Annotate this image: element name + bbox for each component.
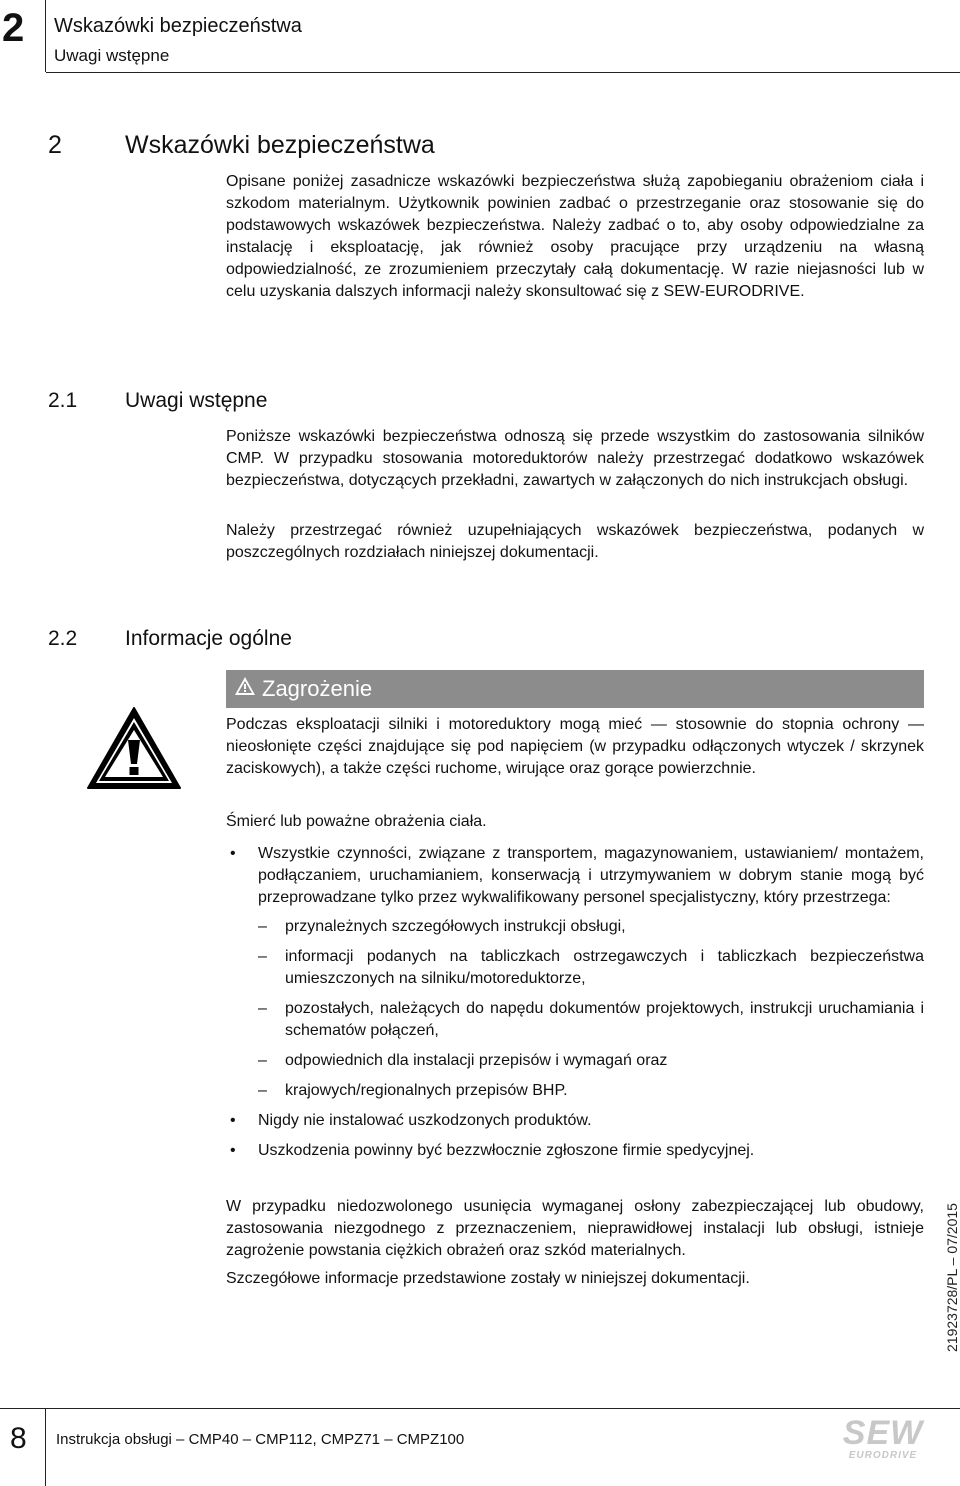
dash-list	[258, 916, 924, 1102]
list-item: – informacji podanych na tabliczkach ostrzegawczych i tabliczkach bezpieczeństwa umieszczonych na silniku/motoreduktorze,	[258, 946, 924, 990]
footer-divider	[0, 1408, 960, 1409]
logo-text: SEW	[842, 1414, 924, 1452]
subsection-number: 2.2	[48, 627, 78, 650]
subsection-title: Uwagi wstępne	[125, 389, 268, 412]
chapter-number: 2	[0, 0, 46, 72]
document-id: 21923728/PL – 07/2015	[944, 1203, 960, 1352]
list-item: • Nigdy nie instalować uszkodzonych produktów.	[226, 1110, 924, 1132]
list-item: – odpowiednich dla instalacji przepisów i wymagań oraz	[258, 1050, 924, 1072]
warning-banner	[226, 670, 924, 708]
subsection-title: Informacje ogólne	[125, 627, 292, 650]
list-item	[226, 843, 924, 1102]
section-title: Wskazówki bezpieczeństwa	[125, 131, 435, 159]
list-item: • Uszkodzenia powinny być bezzwłocznie zgłoszone firmie spedycyjnej.	[226, 1140, 924, 1162]
subsection-heading-2-2	[48, 626, 292, 652]
warning-title: Zagrożenie	[262, 676, 373, 701]
list-item: – przynależnych szczegółowych instrukcji obsługi,	[258, 916, 924, 938]
header-title: Wskazówki bezpieczeństwa	[54, 15, 302, 37]
list-item: – krajowych/regionalnych przepisów BHP.	[258, 1080, 924, 1102]
section-heading	[48, 130, 435, 160]
subsection-2-1-paragraph-1: Poniższe wskazówki bezpieczeństwa odnoszą się przede wszystkim do zastosowania silników CMP. W przypadku stosowania motoreduktorów należy przestrzegać dodatkowo wskazówek bezpieczeństwa, dotyczących przekładni, zawartych w załączonych do nich instrukcjach obsługi.	[226, 428, 924, 489]
warning-triangle-icon	[86, 706, 182, 795]
safety-bullet-list	[226, 843, 924, 1170]
subsection-2-2-paragraph-1: W przypadku niedozwolonego usunięcia wymaganej osłony zabezpieczającej lub obudowy, zastosowania niezgodnego z przeznaczeniem, nieprawidłowej instalacji lub obsługi, istnieje zagrożenie powstania ciężkich obrażeń oraz szkód materialnych.	[226, 1198, 924, 1259]
bullet-text: Wszystkie czynności, związane z transportem, magazynowaniem, ustawianiem/ montażem, podłączaniem, uruchamianiem, konserwacją i utrzymywaniem w dobrym stanie mogą być przeprowadzane tylko przez wykwalifikowany personel specjalistyczny, który przestrzega:	[258, 845, 924, 906]
subsection-2-1-paragraph-2: Należy przestrzegać również uzupełniających wskazówek bezpieczeństwa, podanych w poszczególnych rozdziałach niniejszej dokumentacji.	[226, 522, 924, 561]
subsection-heading-2-1	[48, 388, 267, 414]
list-item: – pozostałych, należących do napędu dokumentów projektowych, instrukcji uruchamiania i schematów połączeń,	[258, 998, 924, 1042]
section-intro: Opisane poniżej zasadnicze wskazówki bezpieczeństwa służą zapobieganiu obrażeniom ciała i szkodom materialnym. Użytkownik powinien zadbać o przestrzeganie oraz stosowanie się do podstawowych wskazówek bezpieczeństwa. Należy zadbać o to, aby osoby odpowiedzialne za instalację i eksploatację, jak również osoby pracujące przy urządzeniu na własną odpowiedzialność, ze zrozumieniem przeczytały całą dokumentację. W razie niejasności lub w celu uzyskania dalszych informacji należy skonsultować się z SEW-EURODRIVE.	[226, 173, 924, 300]
sew-logo	[842, 1416, 924, 1466]
subsection-number: 2.1	[48, 389, 78, 412]
footer-doc-title: Instrukcja obsługi – CMP40 – CMP112, CMPZ71 – CMPZ100	[56, 1431, 465, 1448]
header-divider	[46, 72, 960, 73]
warning-consequence: Śmierć lub poważne obrażenia ciała.	[226, 813, 487, 830]
warning-small-icon	[234, 670, 256, 708]
warning-text: Podczas eksploatacji silniki i motoreduktory mogą mieć — stosownie do stopnia ochrony — nieosłonięte części znajdujące się pod napięciem (w przypadku odłączonych wtyczek / skrzynek zaciskowych), a także części ruchome, wirujące oraz gorące powierzchnie.	[226, 716, 924, 777]
page-number: 8	[0, 1408, 46, 1486]
section-number: 2	[48, 131, 62, 159]
logo-subtext: EURODRIVE	[848, 1450, 918, 1461]
subsection-2-2-paragraph-2: Szczegółowe informacje przedstawione zostały w niniejszej dokumentacji.	[226, 1270, 750, 1287]
header-subtitle: Uwagi wstępne	[54, 46, 170, 65]
